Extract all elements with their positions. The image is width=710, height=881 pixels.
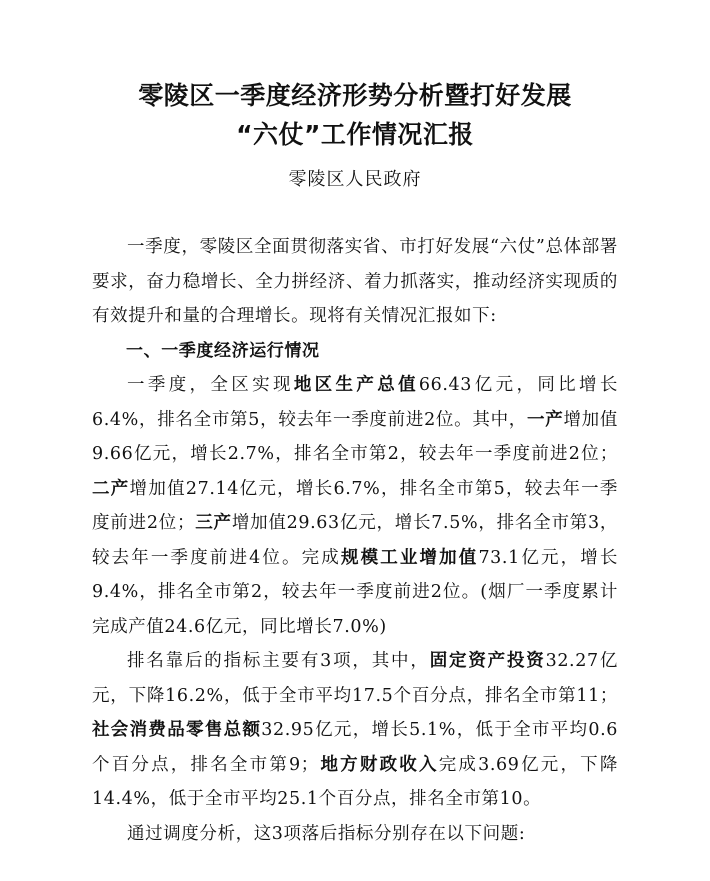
- text-run: 排名靠后的指标主要有3项，其中，: [127, 651, 430, 671]
- keyword-tertiary-industry: 三产: [195, 513, 232, 533]
- text-run: 66.43亿元，同比增长6.4%，排名全市第5，较去年一季度前进2位。其中，: [92, 375, 618, 430]
- text-run: 73.1亿元，增长9.4%，排名全市第2，较去年一季度前进2位。(烟厂一季度累计完成产值24.6亿元，同比增长7.0%): [92, 547, 618, 637]
- keyword-primary-industry: 一产: [527, 409, 564, 430]
- intro-paragraph: 一季度，零陵区全面贯彻落实省、市打好发展“六仗”总体部署要求，奋力稳增长、全力拼经济、着力抓落实，推动经济实现质的有效提升和量的合理增长。现将有关情况汇报如下:: [92, 237, 618, 326]
- document-body: [92, 230, 618, 851]
- document-title: [92, 0, 618, 154]
- keyword-fixed-investment: 固定资产投资: [429, 651, 546, 671]
- gdp-paragraph: [92, 368, 618, 644]
- analysis-paragraph: 通过调度分析，这3项落后指标分别存在以下问题:: [127, 823, 526, 844]
- text-run: 完成3.69亿元，下降14.4%，低于全市平均25.1个百分点，排名全市第10。: [92, 754, 618, 809]
- text-run: 32.95亿元，增长5.1%，低于全市平均0.6个百分点，排名全市第9；: [92, 720, 618, 775]
- document-author: 零陵区人民政府: [288, 169, 422, 190]
- text-run: 一季度，全区实现: [127, 375, 294, 395]
- keyword-industrial-value: 规模工业增加值: [340, 547, 479, 568]
- keyword-gdp: 地区生产总值: [293, 375, 419, 395]
- lagging-indicators-paragraph: [92, 644, 618, 817]
- text-run: 32.27亿元，下降16.2%，低于全市平均17.5个百分点，排名全市第11；: [92, 651, 619, 706]
- keyword-fiscal-revenue: 地方财政收入: [318, 754, 439, 775]
- text-run: 增加值9.66亿元，增长2.7%，排名全市第2，较去年一季度前进2位；: [92, 409, 618, 464]
- text-run: 增加值27.14亿元，增长6.7%，排名全市第5，较去年一季度前进2位；: [92, 478, 618, 533]
- section-heading: 一、一季度经济运行情况: [126, 340, 320, 361]
- title-line-1: 零陵区一季度经济形势分析暨打好发展: [138, 81, 572, 110]
- title-line-2: “六仗”工作情况汇报: [236, 120, 474, 149]
- keyword-secondary-industry: 二产: [92, 478, 130, 499]
- keyword-retail-sales: 社会消费品零售总额: [92, 720, 262, 740]
- text-run: 增加值29.63亿元，增长7.5%，排名全市第3，较去年一季度前进4位。完成: [92, 513, 618, 568]
